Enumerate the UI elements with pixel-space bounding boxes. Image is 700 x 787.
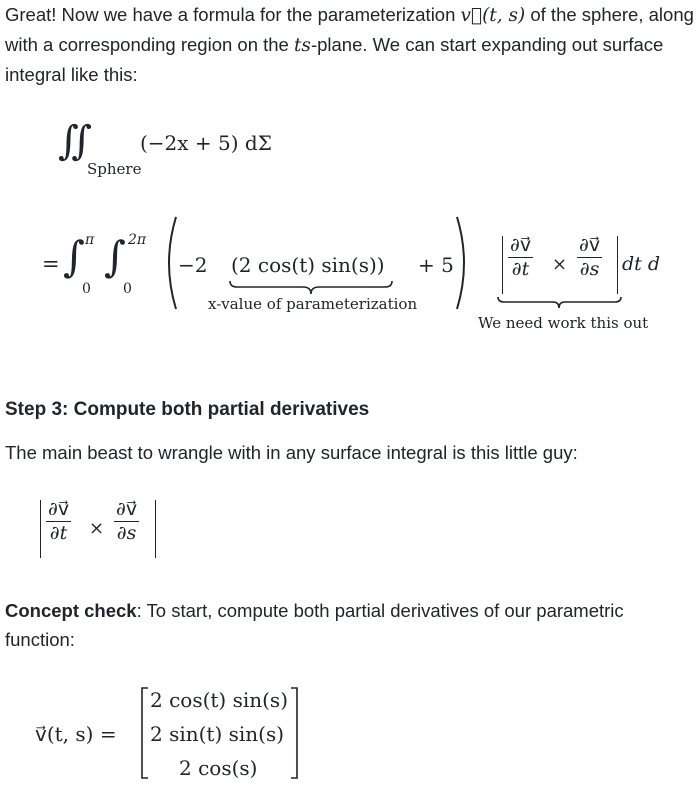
underbrace-x bbox=[229, 280, 393, 296]
outer-upper-limit: π bbox=[85, 232, 95, 248]
plus-five: + 5 bbox=[418, 253, 454, 277]
intro-text-b: of the sphere, along with a corresponding region on the bbox=[5, 4, 694, 55]
work-label: We need work this out bbox=[478, 314, 649, 332]
step3-heading bbox=[5, 395, 369, 424]
cross-s-den: ∂s bbox=[116, 522, 137, 544]
outer-integral-sign: ∫ bbox=[63, 232, 85, 281]
times-sign-1: × bbox=[552, 254, 568, 275]
step3-text: The main beast to wrangle with in any surface integral is this little guy: bbox=[5, 442, 578, 463]
left-big-paren bbox=[160, 215, 180, 311]
differential-tail: dt d bbox=[622, 253, 660, 275]
cross-bar-right bbox=[155, 500, 156, 558]
concept-paragraph bbox=[5, 596, 685, 654]
abs-bar-left bbox=[502, 236, 503, 294]
cross-s-fraction bbox=[114, 500, 139, 543]
coefficient: −2 bbox=[178, 253, 208, 277]
abs-bar-right bbox=[617, 236, 618, 294]
intro-text-a: Great! Now we have a formula for the parameterization bbox=[5, 4, 461, 25]
intro-text-c: -plane. We can start expanding out surface integral like this: bbox=[5, 34, 664, 85]
x-value-label: x-value of parameterization bbox=[208, 295, 418, 313]
cross-t-num: ∂v⃗ bbox=[48, 498, 70, 520]
partial-s-fraction bbox=[577, 236, 602, 279]
cross-bar-left bbox=[40, 500, 41, 558]
double-integral-sign: ∬ bbox=[58, 118, 93, 164]
partial-t-num: ∂v⃗ bbox=[510, 234, 532, 256]
inner-upper-limit: 2π bbox=[128, 232, 147, 248]
concept-text: : To start, compute both partial derivatives of our parametric function: bbox=[5, 600, 624, 650]
right-bracket bbox=[289, 687, 299, 779]
partial-s-den: ∂s bbox=[579, 258, 600, 280]
inner-lower-limit: 0 bbox=[123, 281, 132, 297]
cross-t-fraction bbox=[46, 500, 71, 543]
cross-times: × bbox=[89, 518, 105, 539]
step3-heading-text: Step 3: Compute both partial derivatives bbox=[5, 399, 370, 420]
concept-label: Concept check bbox=[5, 600, 137, 621]
left-bracket bbox=[140, 687, 150, 779]
vector-lhs: v⃗(t, s) = bbox=[35, 722, 117, 746]
partial-t-den: ∂t bbox=[511, 258, 530, 280]
equals-sign: = bbox=[42, 252, 60, 276]
integral-region: Sphere bbox=[87, 160, 142, 178]
vector-row-2: 2 sin(t) sin(s) bbox=[150, 722, 285, 746]
vector-row-3: 2 cos(s) bbox=[179, 756, 258, 780]
cross-t-den: ∂t bbox=[49, 522, 68, 544]
step3-paragraph bbox=[5, 438, 578, 467]
outer-lower-limit: 0 bbox=[82, 281, 91, 297]
vector-row-1: 2 cos(t) sin(s) bbox=[150, 688, 288, 712]
partial-t-fraction bbox=[508, 236, 533, 279]
inner-integral-sign: ∫ bbox=[104, 232, 126, 281]
cross-s-num: ∂v⃗ bbox=[116, 498, 138, 520]
x-expression: (2 cos(t) sin(s)) bbox=[231, 253, 385, 277]
right-big-paren bbox=[453, 215, 473, 311]
partial-s-num: ∂v⃗ bbox=[579, 234, 601, 256]
plane-var: ts bbox=[294, 35, 311, 56]
integrand-1: (−2x + 5) dΣ bbox=[140, 131, 272, 155]
underbrace-work bbox=[497, 296, 623, 310]
param-symbol: v⃗(t, s) bbox=[460, 5, 526, 26]
intro-paragraph bbox=[5, 0, 697, 89]
